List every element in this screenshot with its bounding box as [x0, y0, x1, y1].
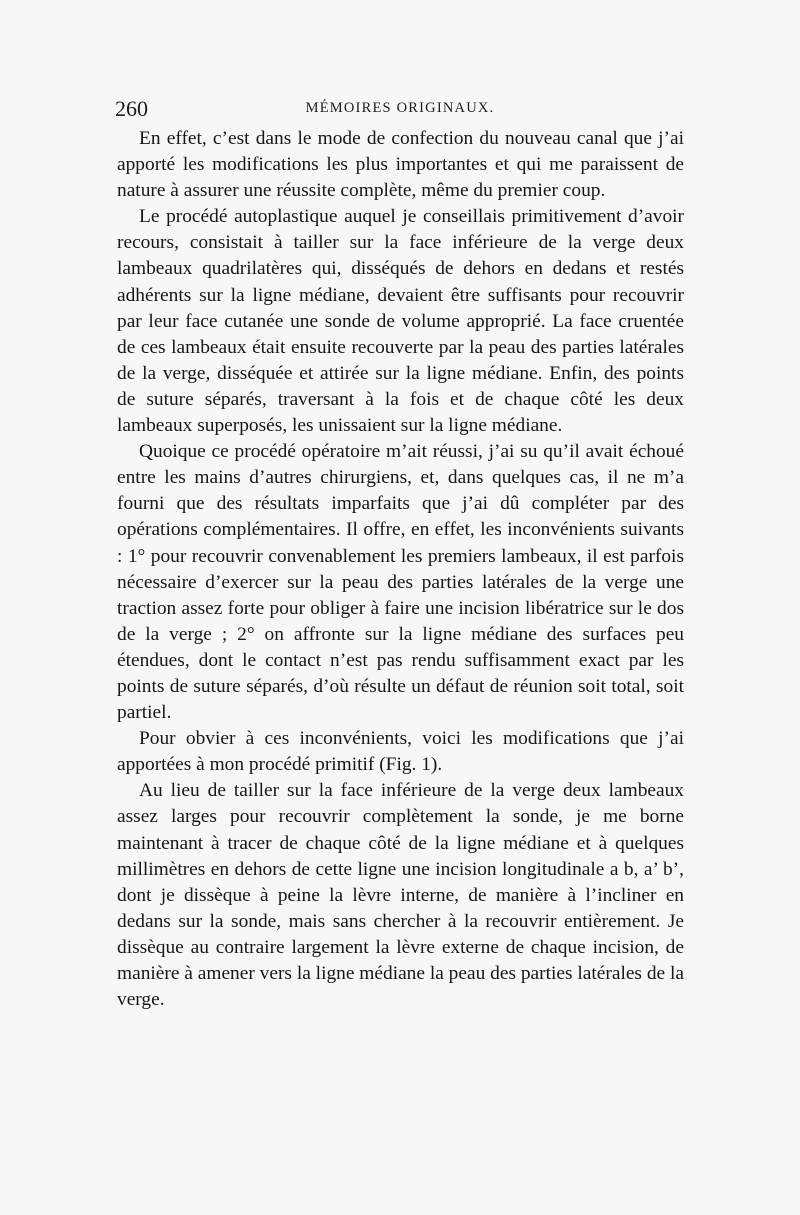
body-text — [117, 126, 684, 1013]
page-header — [115, 96, 685, 124]
paragraph: Le procédé autoplastique auquel je conseillais primitivement d’avoir recours, consistait à tailler sur la face inférieure de la verge deux lambeaux quadrilatères qui, disséqués de dehors en dedans et restés adhérents sur la ligne médiane, devaient être suffisants pour recouvrir par leur face cutanée une sonde de volume approprié. La face cruentée de ces lambeaux était ensuite recouverte par la peau des parties latérales de la verge, disséquée et attirée sur la ligne médiane. Enfin, des points de suture séparés, traversant à la fois et de chaque côté les deux lambeaux superposés, les unissaient sur la ligne médiane. — [117, 206, 684, 437]
paragraph: Pour obvier à ces inconvénients, voici les modifications que j’ai apportées à mon procédé primitif (Fig. 1). — [117, 728, 684, 776]
running-title: MÉMOIRES ORIGINAUX. — [305, 100, 495, 116]
page-number: 260 — [115, 96, 148, 121]
paragraph: Quoique ce procédé opératoire m’ait réussi, j’ai su qu’il avait échoué entre les mains d’autres chirurgiens, et, dans quelques cas, il ne m’a fourni que des résultats imparfaits que j’ai dû compléter par des opérations complémentaires. Il offre, en effet, les inconvénients suivants : 1° pour recouvrir convenablement les premiers lambeaux, il est parfois nécessaire d’exercer sur la peau des parties latérales de la verge une traction assez forte pour obliger à faire une incision libératrice sur le dos de la verge ; 2° on affronte sur la ligne médiane des surfaces peu étendues, dont le contact n’est pas rendu suffisamment exact par les points de suture séparés, d’où résulte un défaut de réunion soit total, soit partiel. — [117, 441, 684, 724]
paragraph: Au lieu de tailler sur la face inférieure de la verge deux lambeaux assez larges pour recouvrir complètement la sonde, je me borne maintenant à tracer de chaque côté de la ligne médiane et à quelques millimètres en dehors de cette ligne une incision longitudinale a b, a’ b’, dont je dissèque à peine la lèvre interne, de manière à l’incliner en dedans sur la sonde, mais sans chercher à la recouvrir entièrement. Je dissèque au contraire largement la lèvre externe de chaque incision, de manière à amener vers la ligne médiane la peau des parties latérales de la verge. — [117, 780, 684, 1011]
paragraph: En effet, c’est dans le mode de confection du nouveau canal que j’ai apporté les modifications les plus importantes et qui me paraissent de nature à assurer une réussite complète, même du premier coup. — [117, 128, 684, 202]
